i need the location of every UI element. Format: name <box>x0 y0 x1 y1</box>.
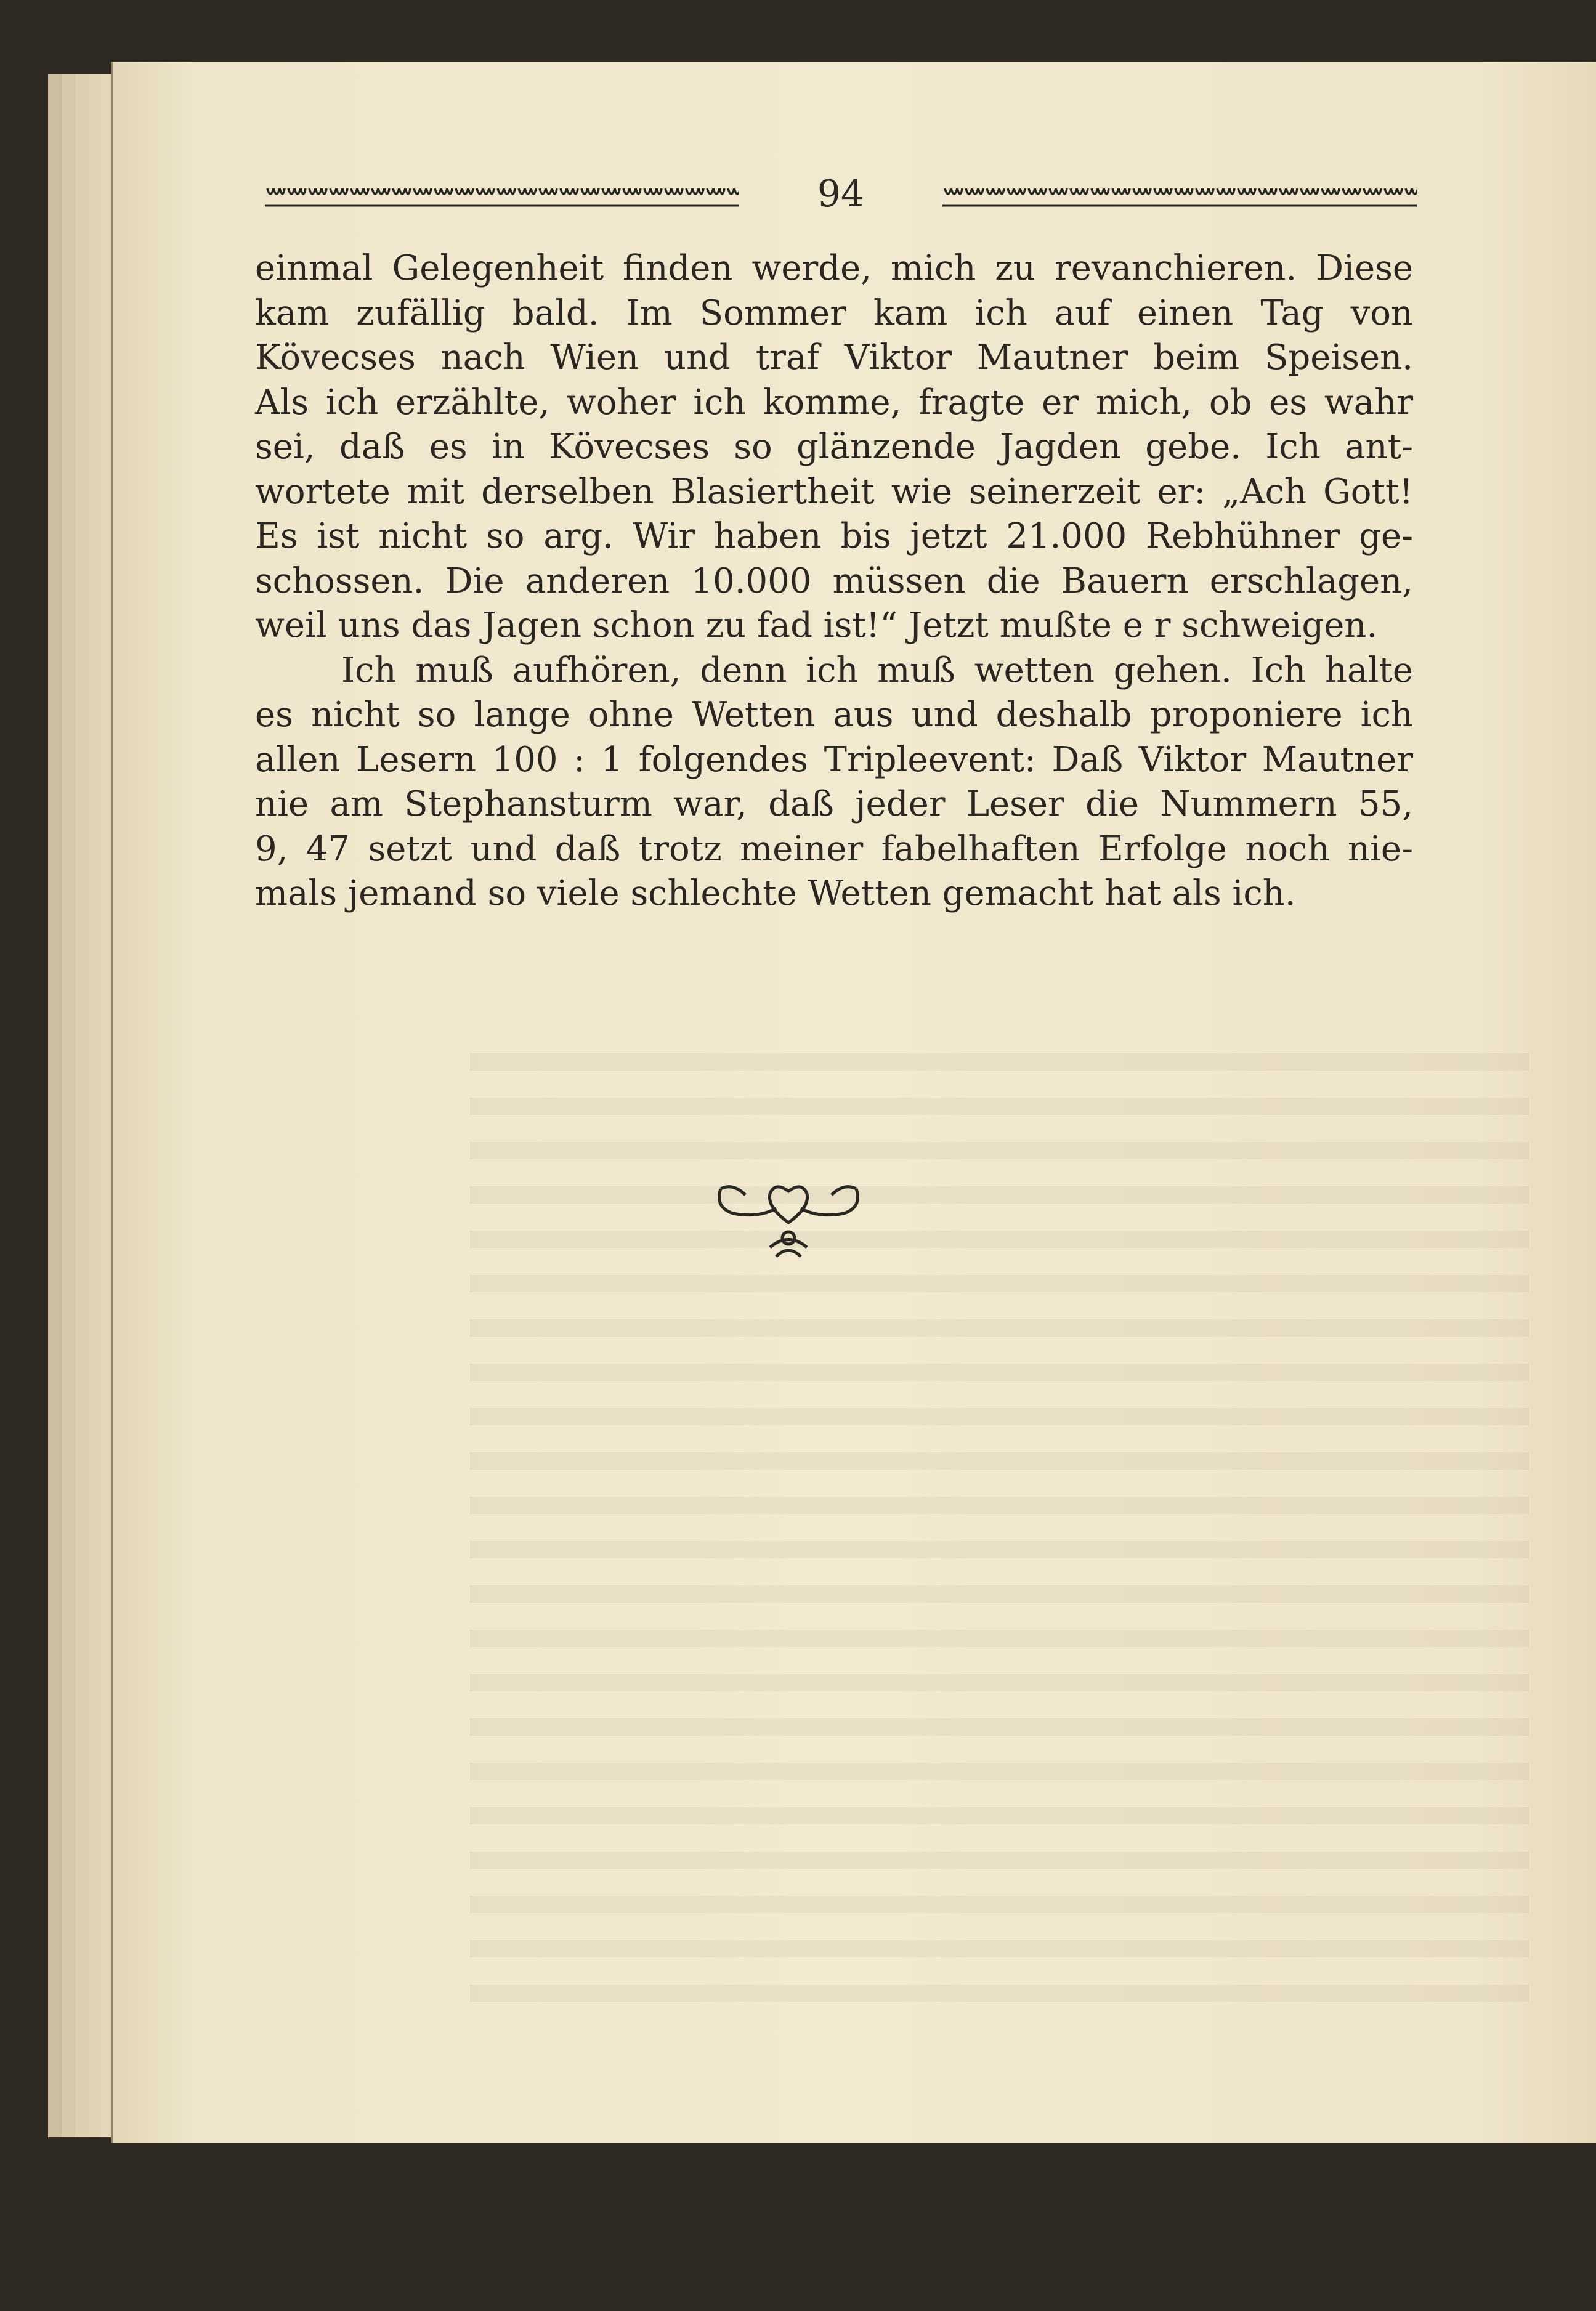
text-line: nie am Stephansturm war, daß jeder Leser die Nummern 55, <box>255 784 1413 824</box>
text-line: weil uns das Jagen schon zu fad ist!“ Jetzt mußte e r schweigen. <box>255 605 1378 646</box>
text-line: Es ist nicht so arg. Wir haben bis jetzt 21.000 Rebhühner ge- <box>255 516 1413 556</box>
bleed-through <box>470 1035 1529 2020</box>
text-line: Ich muß aufhören, denn ich muß wetten gehen. Ich halte <box>341 650 1413 690</box>
paragraph-2 <box>255 649 1413 917</box>
text-line: sei, daß es in Kövecses so glänzende Jagden gebe. Ich ant- <box>255 427 1413 467</box>
body-text <box>255 246 1413 917</box>
heart-scroll-vignette-icon <box>708 1170 869 1269</box>
text-line: wortete mit derselben Blasiertheit wie seinerzeit er: „Ach Gott! <box>255 471 1413 512</box>
text-line: schossen. Die anderen 10.000 müssen die Bauern erschlagen, <box>255 561 1413 601</box>
text-line: einmal Gelegenheit finden werde, mich zu revanchieren. Diese <box>255 248 1413 288</box>
text-line: Kövecses nach Wien und traf Viktor Mautner beim Speisen. <box>255 338 1413 378</box>
text-line: 9, 47 setzt und daß trotz meiner fabelhaften Erfolge noch nie- <box>255 828 1413 869</box>
text-line: allen Lesern 100 : 1 folgendes Tripleevent: Daß Viktor Mautner <box>255 739 1413 780</box>
header-ornament-left-icon <box>265 185 739 209</box>
text-line: es nicht so lange ohne Wetten aus und deshalb proponiere ich <box>255 695 1413 735</box>
page-number: 94 <box>817 172 865 216</box>
running-header <box>265 172 1417 222</box>
paragraph-1 <box>255 246 1413 649</box>
text-line: Als ich erzählte, woher ich komme, fragte er mich, ob es wahr <box>255 382 1413 423</box>
text-line: kam zufällig bald. Im Sommer kam ich auf einen Tag von <box>255 293 1413 333</box>
text-line: mals jemand so viele schlechte Wetten gemacht hat als ich. <box>255 873 1296 913</box>
header-ornament-right-icon <box>942 185 1417 209</box>
